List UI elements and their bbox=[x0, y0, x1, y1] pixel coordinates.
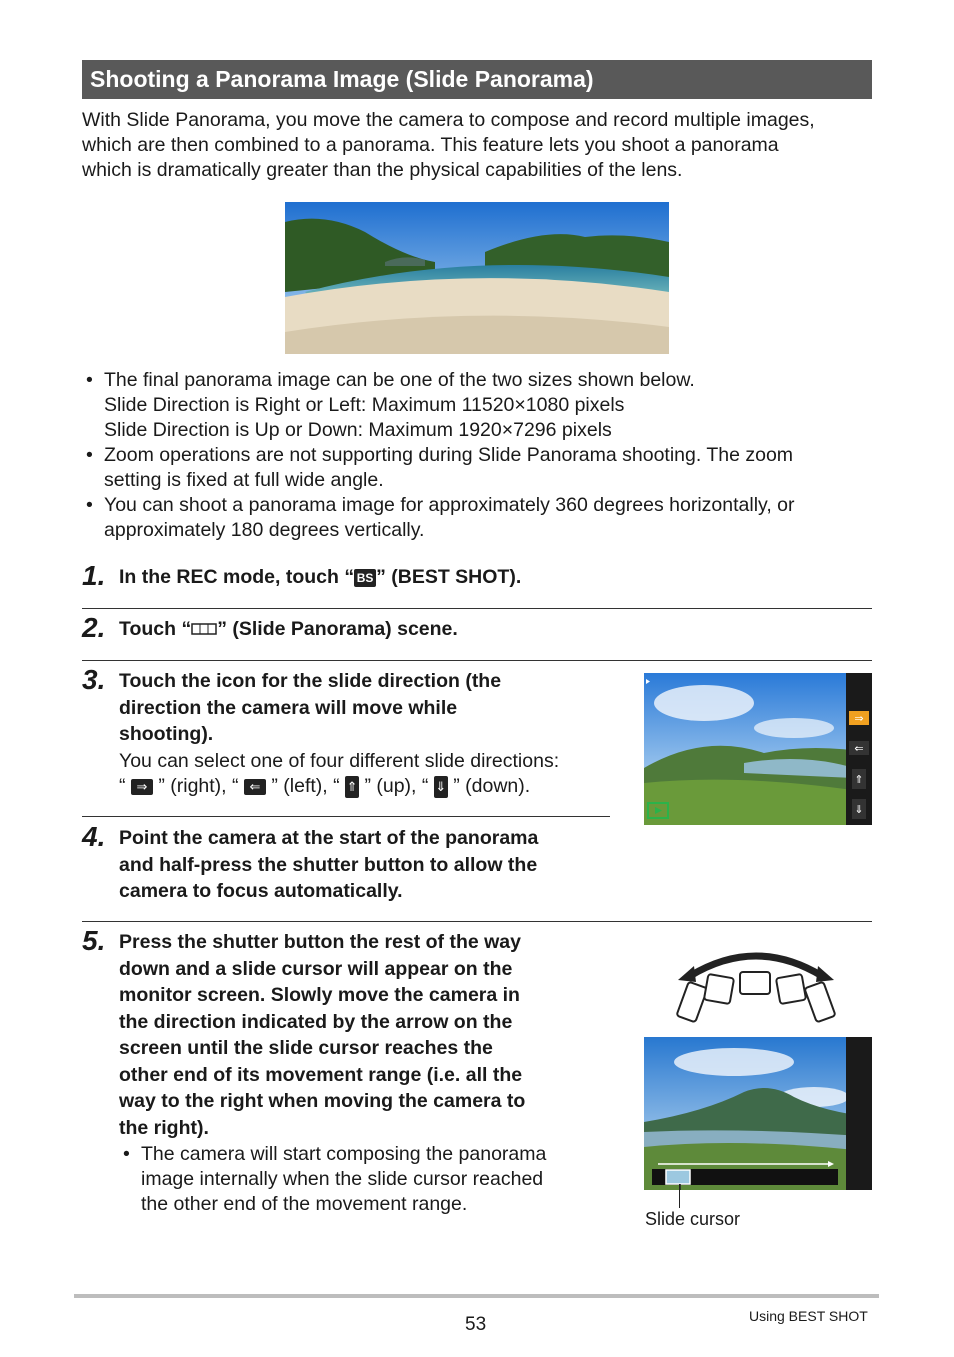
note-line: approximately 180 degrees vertically. bbox=[104, 519, 425, 541]
step-5-note bbox=[119, 1142, 599, 1217]
list-item bbox=[82, 443, 882, 493]
step-text-part: Touch “ bbox=[119, 618, 192, 640]
quote: “ bbox=[119, 775, 126, 797]
svg-text:⇐: ⇐ bbox=[854, 742, 864, 755]
divider bbox=[82, 660, 872, 661]
note-line: Zoom operations are not supporting during Slide Panorama shooting. The zoom bbox=[104, 444, 794, 466]
arrow-right-icon: ⇒ bbox=[131, 779, 153, 795]
camera-sweep-illustration bbox=[672, 938, 840, 1026]
step-number: 1. bbox=[82, 560, 106, 591]
list-item bbox=[119, 1142, 599, 1217]
svg-text:⇑: ⇑ bbox=[854, 773, 864, 786]
label-left: ” (left), “ bbox=[271, 775, 340, 797]
cursor-callout-line bbox=[679, 1184, 680, 1208]
bullet-dot: • bbox=[86, 444, 93, 466]
step-5-text bbox=[119, 929, 619, 1141]
bullet-dot: • bbox=[123, 1143, 130, 1165]
notes-list bbox=[82, 368, 882, 543]
direction-icons-line bbox=[119, 774, 619, 799]
intro-line: With Slide Panorama, you move the camera to compose and record multiple images, bbox=[82, 109, 815, 131]
intro-line: which is dramatically greater than the physical capabilities of the lens. bbox=[82, 159, 683, 181]
camera-screen-direction-select bbox=[644, 673, 872, 825]
section-title: Shooting a Panorama Image (Slide Panorama) bbox=[82, 60, 872, 99]
step-3-detail bbox=[119, 749, 619, 799]
step-line: camera to focus automatically. bbox=[119, 880, 403, 902]
arrow-down-icon: ⇓ bbox=[434, 776, 448, 798]
page-number: 53 bbox=[465, 1314, 487, 1335]
step-text-part: ” (Slide Panorama) scene. bbox=[217, 618, 458, 640]
label-right: ” (right), “ bbox=[158, 775, 239, 797]
list-item bbox=[82, 368, 882, 443]
panorama-beach-image bbox=[285, 202, 669, 354]
note-line: Slide Direction is Up or Down: Maximum 1920×7296 pixels bbox=[104, 419, 612, 441]
best-shot-icon: BS bbox=[354, 569, 376, 587]
step-line: other end of its movement range (i.e. all the bbox=[119, 1063, 523, 1086]
list-item bbox=[82, 493, 882, 543]
step-line: Point the camera at the start of the panorama bbox=[119, 827, 539, 849]
step-3-text bbox=[119, 668, 619, 748]
note-line: setting is fixed at full wide angle. bbox=[104, 469, 384, 491]
note-line: the other end of the movement range. bbox=[141, 1193, 468, 1215]
footer-divider bbox=[74, 1294, 879, 1298]
note-line: The camera will start composing the panorama bbox=[141, 1143, 547, 1165]
svg-text:⇒: ⇒ bbox=[854, 712, 864, 725]
step-line: the right). bbox=[119, 1116, 209, 1139]
intro-line: which are then combined to a panorama. This feature lets you shoot a panorama bbox=[82, 134, 779, 156]
step-line: shooting). bbox=[119, 723, 214, 745]
bullet-dot: • bbox=[86, 369, 93, 391]
step-line: down and a slide cursor will appear on the bbox=[119, 957, 513, 980]
divider bbox=[82, 608, 872, 609]
step-line: monitor screen. Slowly move the camera in bbox=[119, 984, 520, 1006]
step-line: Press the shutter button the rest of the way bbox=[119, 931, 521, 953]
step-1-text bbox=[119, 564, 521, 591]
step-text-part: In the REC mode, touch “ bbox=[119, 566, 355, 588]
intro-paragraph bbox=[82, 108, 882, 183]
arrow-left-icon: ⇐ bbox=[244, 779, 266, 795]
footer-section-name: Using BEST SHOT bbox=[749, 1308, 868, 1324]
detail-line: You can select one of four different slide directions: bbox=[119, 750, 560, 772]
step-number: 2. bbox=[82, 612, 106, 643]
note-line: Slide Direction is Right or Left: Maximum 11520×1080 pixels bbox=[104, 394, 625, 416]
divider bbox=[82, 816, 610, 817]
label-up: ” (up), “ bbox=[364, 775, 429, 797]
note-line: The final panorama image can be one of the two sizes shown below. bbox=[104, 369, 695, 391]
step-number: 5. bbox=[82, 925, 106, 956]
step-line: and half-press the shutter button to allow the bbox=[119, 853, 538, 876]
camera-screen-slide-cursor bbox=[644, 1037, 872, 1190]
step-4-text bbox=[119, 825, 619, 905]
slide-panorama-icon bbox=[191, 617, 217, 644]
step-text-part: ” (BEST SHOT). bbox=[376, 566, 522, 588]
step-2-text bbox=[119, 616, 458, 643]
step-line: the direction indicated by the arrow on the bbox=[119, 1010, 513, 1033]
step-number: 3. bbox=[82, 664, 106, 695]
divider bbox=[82, 921, 872, 922]
step-number: 4. bbox=[82, 821, 106, 852]
note-line: You can shoot a panorama image for approximately 360 degrees horizontally, or bbox=[104, 494, 795, 516]
bullet-dot: • bbox=[86, 494, 93, 516]
step-line: direction the camera will move while bbox=[119, 696, 458, 719]
slide-cursor-caption: Slide cursor bbox=[645, 1209, 741, 1229]
svg-text:⇓: ⇓ bbox=[854, 803, 864, 816]
arrow-up-icon: ⇑ bbox=[345, 776, 359, 798]
step-line: screen until the slide cursor reaches the bbox=[119, 1037, 493, 1059]
label-down: ” (down). bbox=[453, 775, 531, 797]
step-line: way to the right when moving the camera to bbox=[119, 1090, 526, 1112]
step-line: Touch the icon for the slide direction (the bbox=[119, 670, 502, 692]
note-line: image internally when the slide cursor reached bbox=[141, 1168, 544, 1190]
